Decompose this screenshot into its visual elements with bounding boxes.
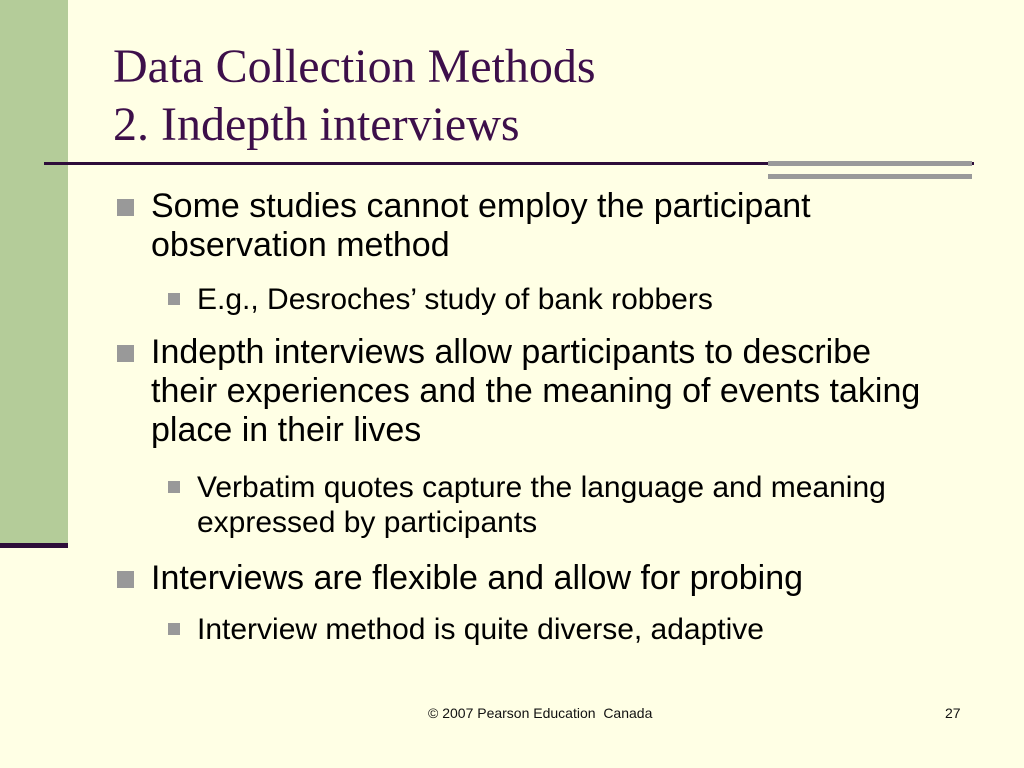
slide-title — [113, 38, 596, 154]
sub-bullet-text: Verbatim quotes capture the language and meaning expressed by participants — [197, 471, 886, 539]
square-bullet-icon — [117, 345, 134, 362]
side-band-underline — [0, 543, 68, 548]
bullet-text: Interviews are flexible and allow for probing — [151, 559, 804, 597]
page-number: 27 — [945, 705, 961, 721]
bullet-item — [151, 187, 941, 265]
accent-bar-top — [768, 161, 972, 166]
square-bullet-icon — [117, 571, 134, 588]
square-bullet-icon — [168, 623, 180, 635]
bullet-text: Indepth interviews allow participants to describe their experiences and the meaning of events taking place in their lives — [151, 333, 921, 449]
sub-bullet-item — [197, 612, 937, 647]
sub-bullet-item — [197, 470, 937, 540]
sub-bullet-text: E.g., Desroches’ study of bank robbers — [197, 283, 713, 316]
square-bullet-icon — [168, 481, 180, 493]
bullet-item — [151, 333, 941, 450]
square-bullet-icon — [117, 199, 134, 216]
side-band — [0, 0, 68, 543]
sub-bullet-text: Interview method is quite diverse, adaptive — [197, 613, 764, 646]
sub-bullet-item — [197, 282, 937, 317]
bullet-text: Some studies cannot employ the participant observation method — [151, 187, 811, 264]
title-line-2: 2. Indepth interviews — [113, 98, 520, 151]
footer-copyright: © 2007 Pearson Education Canada — [428, 705, 653, 721]
title-line-1: Data Collection Methods — [113, 40, 596, 93]
bullet-item — [151, 559, 941, 598]
accent-bar-bottom — [768, 174, 972, 179]
square-bullet-icon — [168, 293, 180, 305]
